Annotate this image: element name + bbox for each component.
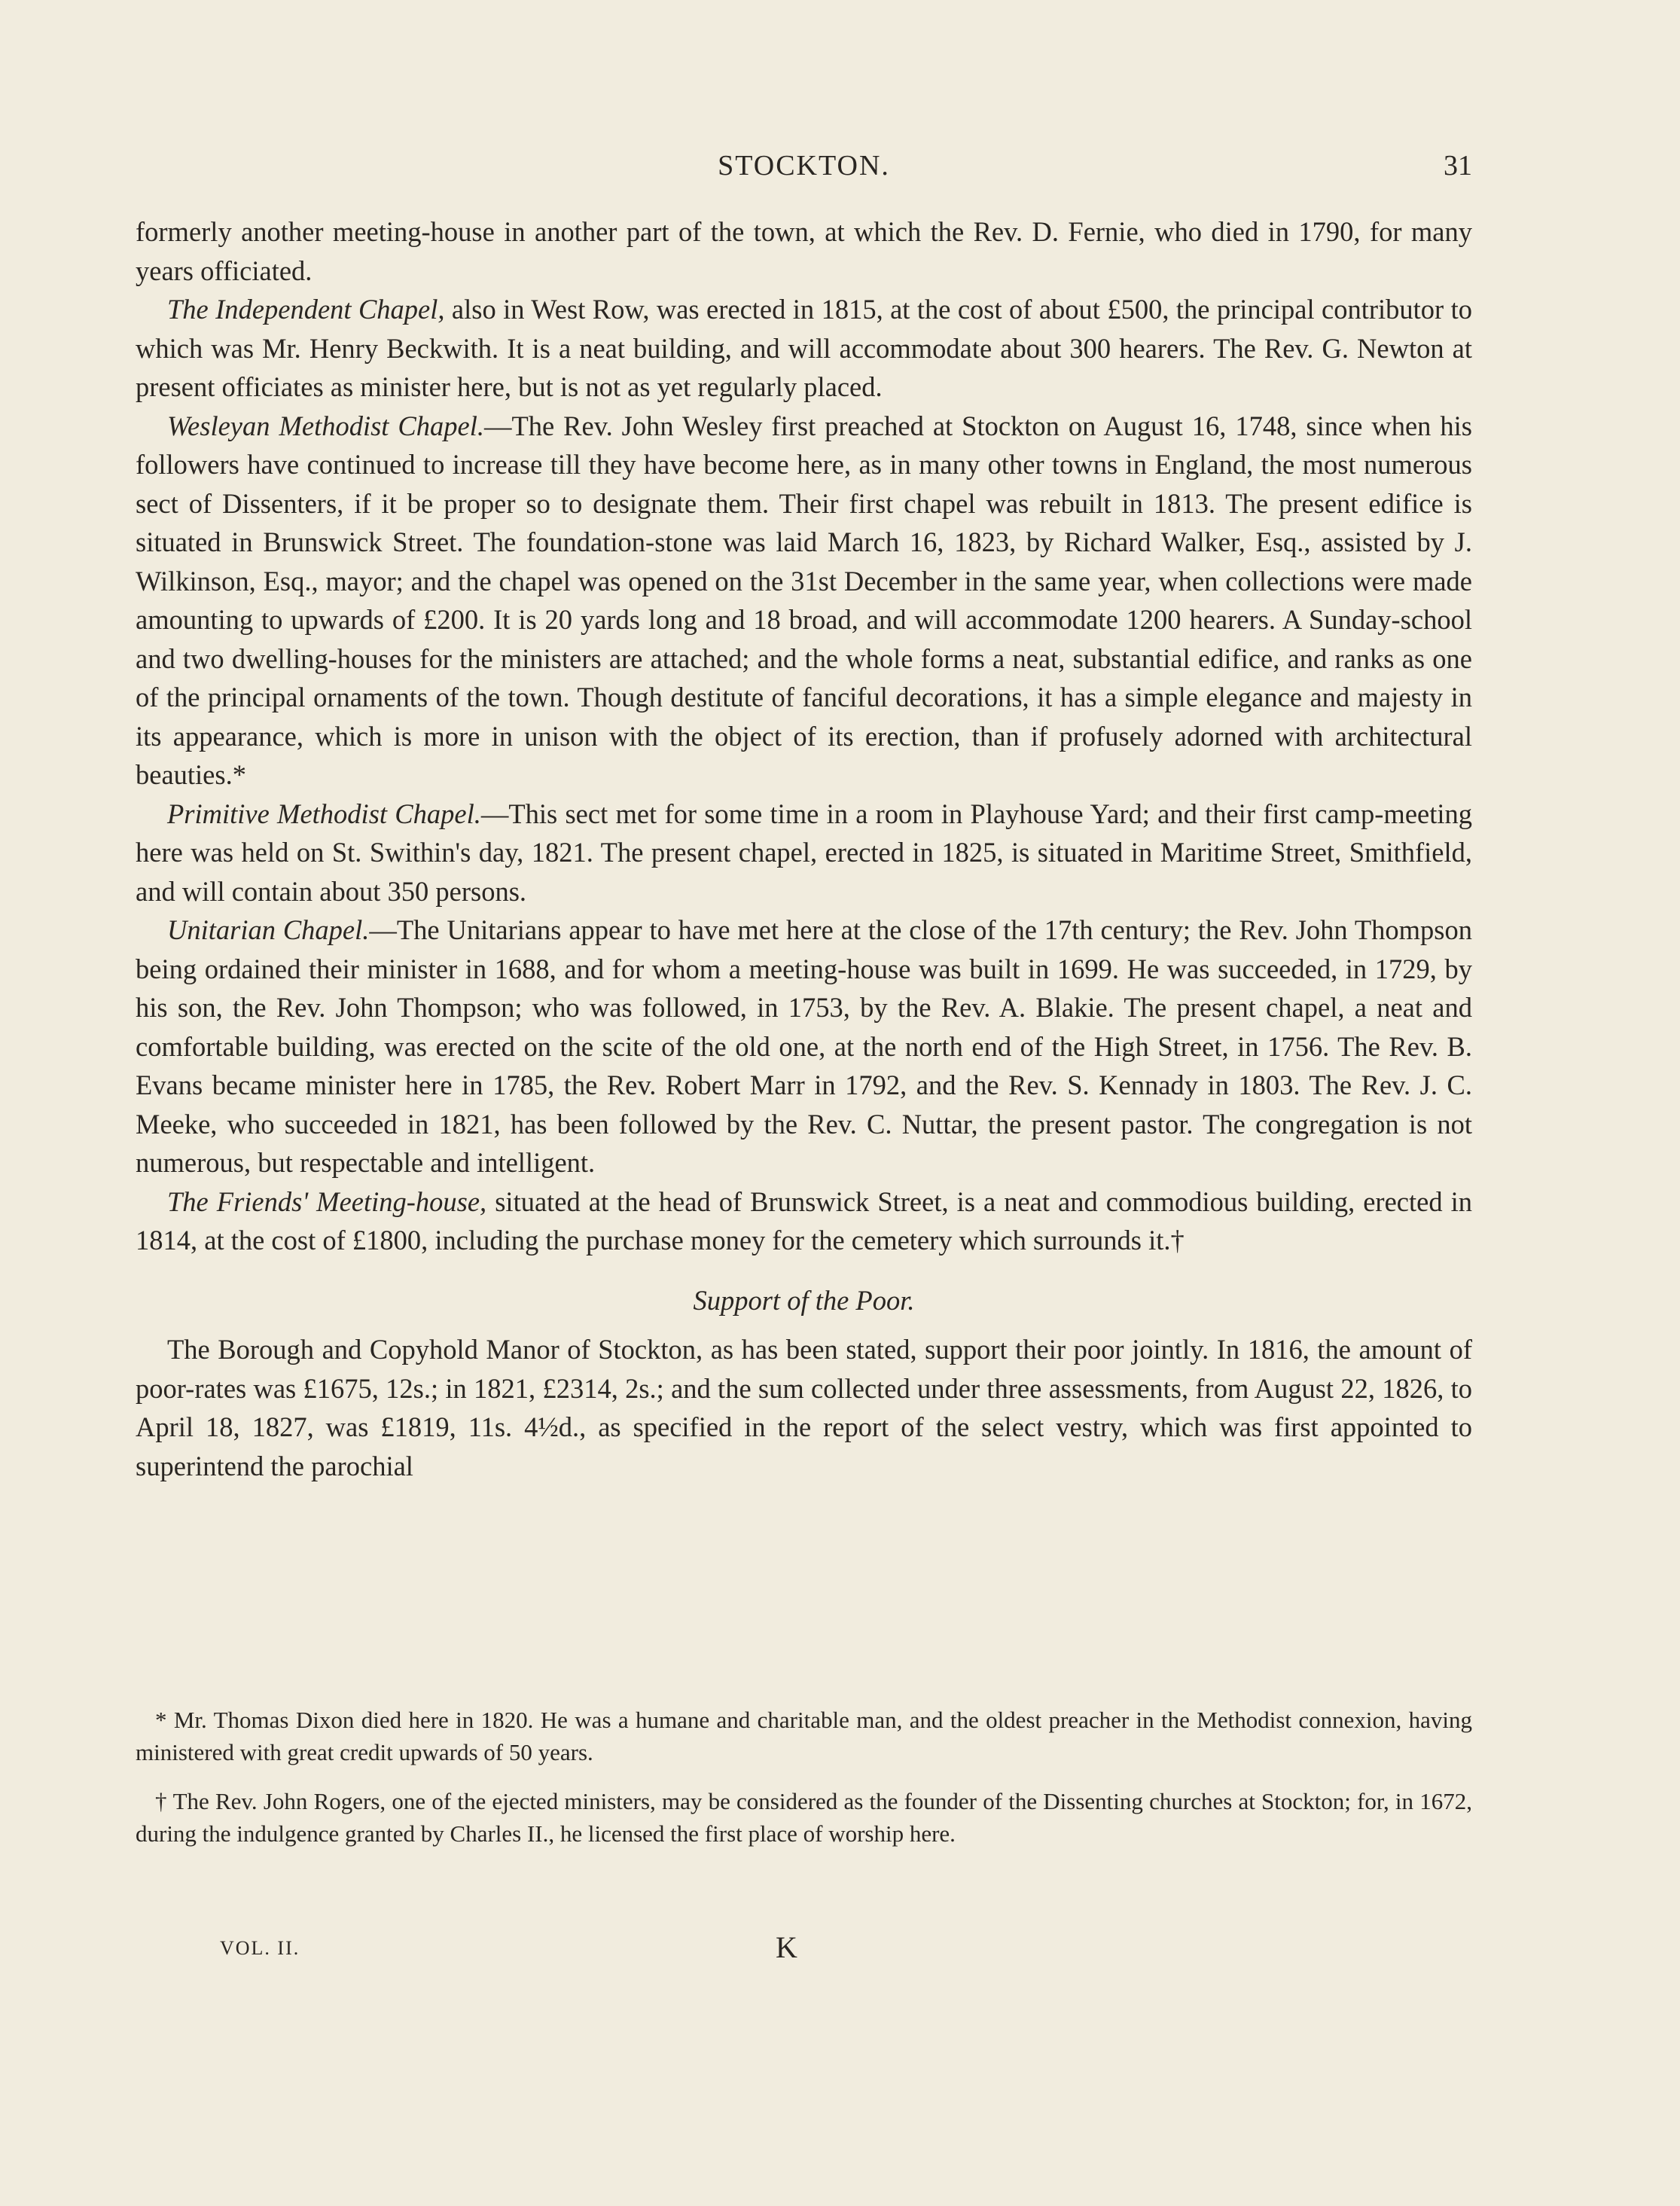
paragraph-heading: Unitarian Chapel. — [167, 914, 370, 945]
running-title: STOCKTON. — [718, 150, 890, 182]
paragraph-primitive-chapel — [136, 795, 1472, 911]
paragraph-independent-chapel — [136, 290, 1472, 407]
main-text — [136, 212, 1472, 1485]
section-heading: Support of the Poor. — [693, 1284, 915, 1316]
paragraph-friends-meeting-house — [136, 1182, 1472, 1260]
signature-mark: K — [776, 1930, 797, 1964]
paragraph-text: —The Unitarians appear to have met here at the close of the 17th century; the Rev. John Thompson being ordained their minister in 1688, and for whom a meeting-house was built in 1699. He was succeeded, in 1729, by his son, the Rev. John Thompson; who was followed, in 1753, by the Rev. A. Blakie. The present chapel, a neat and comfortable building, was erected on the scite of the old one, at the north end of the High Street, in 1756. The Rev. B. Evans became minister here in 1785, the Rev. Robert Marr in 1792, and the Rev. S. Kennady in 1803. The Rev. J. C. Meeke, who succeeded in 1821, has been followed by the Rev. C. Nuttar, the present pastor. The congregation is not numerous, but respectable and intelligent. — [136, 914, 1472, 1178]
paragraph-support-of-poor — [136, 1330, 1472, 1485]
paragraph-text: formerly another meeting-house in another part of the town, at which the Rev. D. Fernie, who died in 1790, for many years officiated. — [136, 216, 1472, 286]
paragraph-text: also in West Row, was erected in 1815, at the cost of about £500, the principal contributor to which was Mr. Henry Beckwith. It is a neat building, and will accommodate about 300 hearers. The Rev. G. Newton at present officiates as minister here, but is not as yet regularly placed. — [136, 294, 1472, 402]
paragraph-continued — [136, 212, 1472, 290]
footnote-dagger: † The Rev. John Rogers, one of the ejected ministers, may be considered as the founder of the Dissenting churches at Stockton; for, in 1672, during the indulgence granted by Charles II., he licensed the first place of worship here. — [136, 1788, 1472, 1847]
paragraph-text: situated at the head of Brunswick Street, is a neat and commodious building, erected in 1814, at the cost of £1800, including the purchase money for the cemetery which surrounds it.† — [136, 1185, 1472, 1256]
running-header — [136, 145, 1472, 190]
paragraph-text: —This sect met for some time in a room in Playhouse Yard; and their first camp-meeting here was held on St. Swithin's day, 1821. The present chapel, erected in 1825, is situated in Maritime Street, Smithfield, and will contain about 350 persons. — [136, 798, 1473, 907]
paragraph-wesleyan-chapel — [136, 407, 1472, 795]
paragraph-heading: Wesleyan Methodist Chapel. — [167, 410, 484, 441]
paragraph-heading: Primitive Methodist Chapel. — [167, 798, 481, 829]
paragraph-text: —The Rev. John Wesley first preached at Stockton on August 16, 1748, since when his followers have continued to increase till they have become here, as in many other towns in England, the most numerous sect of Dissenters, if it be proper so to designate them. Their first chapel was rebuilt in 1813. The present edifice is situated in Brunswick Street. The foundation-stone was laid March 16, 1823, by Richard Walker, Esq., assisted by J. Wilkinson, Esq., mayor; and the chapel was opened on the 31st December in the same year, when collections were made amounting to upwards of £200. It is 20 yards long and 18 broad, and will accommodate 1200 hearers. A Sunday-school and two dwelling-houses for the ministers are attached; and the whole forms a neat, substantial edifice, and ranks as one of the principal ornaments of the town. Though destitute of fanciful decorations, it has a simple elegance and majesty in its appearance, which is more in unison with the object of its erection, than if profusely adorned with architectural beauties.* — [136, 410, 1472, 790]
page-number: 31 — [1444, 150, 1472, 182]
volume-label: VOL. II. — [220, 1937, 300, 1959]
paragraph-heading: The Friends' Meeting-house, — [167, 1185, 487, 1217]
footnote-asterisk: * Mr. Thomas Dixon died here in 1820. He was a humane and charitable man, and the oldest preacher in the Methodist connexion, having ministered with great credit upwards of 50 years. — [136, 1707, 1472, 1765]
footnotes — [136, 1704, 1472, 1866]
footer — [136, 1927, 1472, 1972]
book-page — [136, 136, 1472, 2109]
paragraph-unitarian-chapel — [136, 911, 1472, 1182]
paragraph-heading: The Independent Chapel, — [167, 294, 445, 325]
paragraph-text: The Borough and Copyhold Manor of Stockton, as has been stated, support their poor jointly. In 1816, the amount of poor-rates was £1675, 12s.; in 1821, £2314, 2s.; and the sum collected under three assessments, from August 22, 1826, to April 18, 1827, was £1819, 11s. 4½d., as specified in the report of the select vestry, which was first appointed to superintend the parochial — [136, 1334, 1472, 1481]
